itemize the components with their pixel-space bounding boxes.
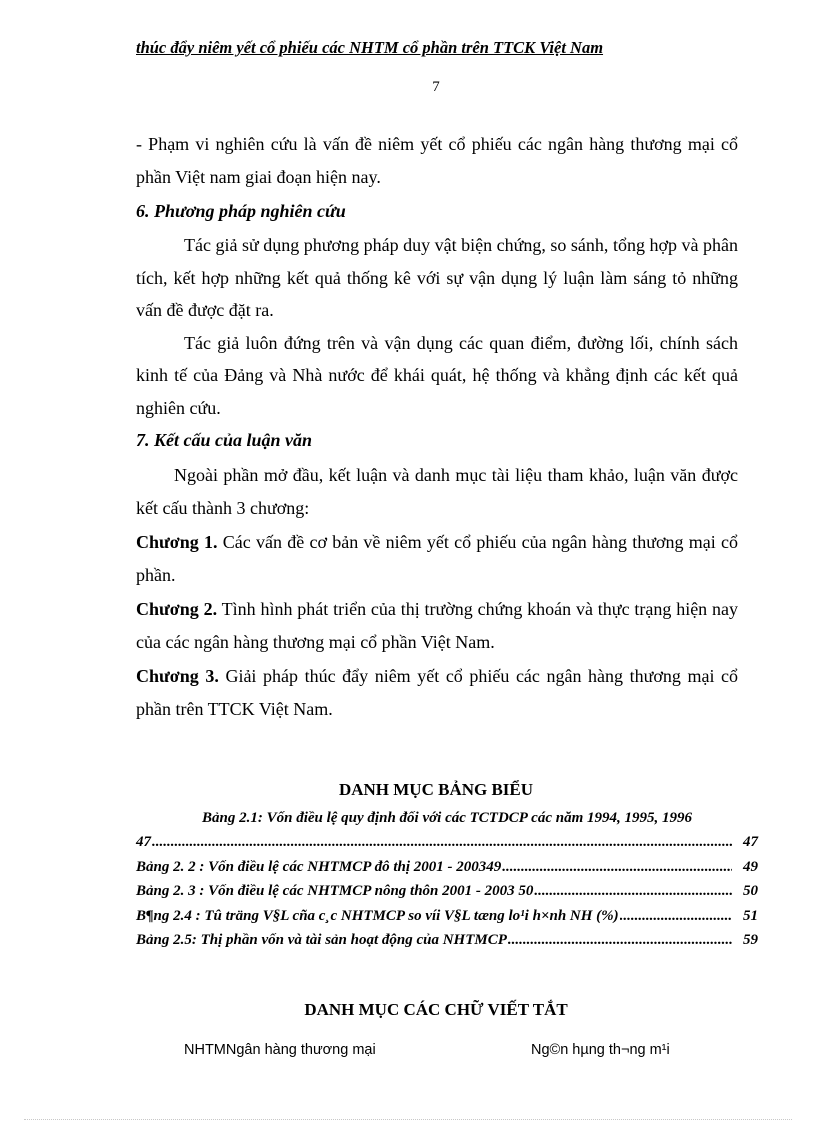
toc-entry-text: Bảng 2.5: Thị phần vốn và tài sản hoạt động của NHTMCP (136, 932, 507, 948)
toc-page: 49 (743, 858, 758, 875)
tables-list (136, 810, 758, 957)
toc-leader (502, 859, 732, 876)
abbreviations-title: DANH MỤC CÁC CHỮ VIẾT TẮT (304, 1000, 568, 1019)
method-paragraph-2: Tác giả luôn đứng trên và vận dụng các quan điểm, đường lối, chính sách kinh tế của Đảng và Nhà nước để khái quát, hệ thống và khẳng định các kết quả nghiên cứu. (136, 332, 738, 418)
toc-leader (508, 932, 732, 949)
page-number: 7 (432, 79, 440, 95)
running-header: thúc đẩy niêm yết cổ phiếu các NHTM cổ phần trên TTCK Việt Nam (136, 38, 604, 57)
toc-entry-2-3[interactable] (136, 883, 758, 908)
chapter-1 (136, 526, 738, 591)
abbreviation-code: NHTM (184, 1042, 226, 1058)
structure-paragraph: Ngoài phần mở đầu, kết luận và danh mục tài liệu tham khảo, luận văn được kết cấu thành 3 chương: (136, 465, 738, 518)
chapter-1-label: Chương 1. (136, 532, 218, 552)
chapter-2-label: Chương 2. (136, 599, 218, 619)
method-paragraph-1: Tác giả sử dụng phương pháp duy vật biện chứng, so sánh, tổng hợp và phân tích, kết hợp những kết quả thống kê với sự vận dụng lý luận làm sáng tỏ những vấn đề được đặt ra. (136, 235, 738, 320)
toc-entry-text: Bảng 2. 3 : Vốn điều lệ các NHTMCP nông thôn 2001 - 2003 50 (136, 883, 534, 899)
scope-paragraph: - Phạm vi nghiên cứu là vấn đề niêm yết cổ phiếu các ngân hàng thương mại cổ phần Việt nam giai đoạn hiện nay. (136, 134, 738, 187)
abbreviation-meaning: Ngân hàng thương mại (225, 1042, 376, 1058)
toc-leader (152, 834, 732, 851)
toc-page: 47 (743, 834, 758, 850)
section-heading-7: 7. Kết cấu của luận văn (136, 430, 313, 450)
section-heading-6: 6. Phương pháp nghiên cứu (136, 201, 346, 221)
toc-leader (620, 908, 732, 925)
toc-page: 51 (743, 907, 758, 924)
body-text (136, 128, 738, 725)
toc-entry-2-5[interactable] (136, 932, 758, 957)
tables-list-title: DANH MỤC BẢNG BIỂU (338, 780, 534, 799)
page-bottom-divider (24, 1119, 792, 1120)
abbreviation-meaning-alt: Ng©n hµng th¬ng m¹i (531, 1042, 670, 1058)
chapter-3 (136, 660, 738, 725)
chapter-1-text: Các vấn đề cơ bản về niêm yết cổ phiếu của ngân hàng thương mại cổ phần. (136, 532, 738, 585)
chapter-2-text: Tình hình phát triển của thị trường chứng khoán và thực trạng hiện nay của các ngân hàng thương mại cổ phần Việt Nam. (136, 599, 738, 652)
toc-page: 59 (743, 932, 758, 948)
toc-entry-2-4[interactable] (136, 908, 758, 933)
abbreviation-entry (184, 1042, 376, 1058)
toc-entry-text: Bảng 2. 2 : Vốn điều lệ các NHTMCP đô thị 2001 - 200349 (136, 858, 502, 875)
toc-page: 50 (743, 883, 758, 899)
chapter-3-label: Chương 3. (136, 666, 219, 686)
chapter-3-text: Giải pháp thúc đẩy niêm yết cổ phiếu các ngân hàng thương mại cổ phần trên TTCK Việt Nam. (136, 666, 739, 719)
toc-entry-text: 47 (136, 834, 151, 850)
toc-entry-text: B¶ng 2.4 : Tû träng V§L cña c¸c NHTMCP so víi V§L tæng lo¹i h×nh NH (%) (136, 907, 619, 924)
chapter-2 (136, 593, 738, 658)
toc-leader (534, 883, 732, 900)
toc-entry-2-1-line[interactable]: Bảng 2.1: Vốn điều lệ quy định đối với các TCTDCP các năm 1994, 1995, 1996 (202, 810, 692, 826)
toc-entry-2-1-cont[interactable] (136, 834, 758, 859)
toc-entry-2-2[interactable] (136, 859, 758, 884)
